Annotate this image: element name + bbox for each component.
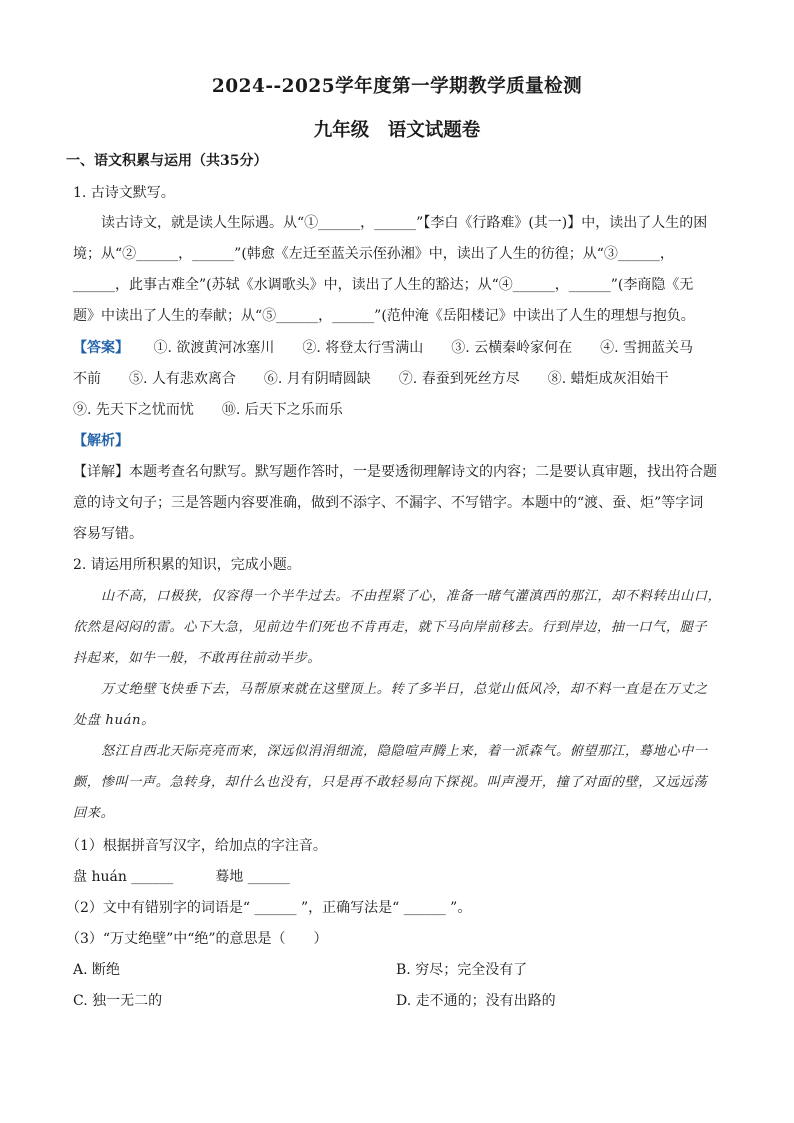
- q1-text-line: ______，此事古难全”(苏轼《水调歌头》中，读出了人生的豁达；从“④______，______”(李商隐《无: [73, 277, 694, 293]
- passage-line: 怒江自西北天际亮亮而来，深远似涓涓细流，隐隐喧声腾上来，着一派森气。俯望那江，蓦地心中一: [101, 744, 708, 759]
- option-d: D. 走不通的；没有出路的: [396, 993, 556, 1009]
- q1-text-line: 题》中读出了人生的奉献；从“⑤______，______”(范仲淹《岳阳楼记》中读出了人生的理想与抱负。: [73, 308, 695, 324]
- answer-label: 【答案】: [73, 340, 129, 356]
- q1-detail-line: 容易写错。: [73, 526, 143, 542]
- question-1-stem: 1. 古诗文默写。: [73, 185, 175, 201]
- passage-line: 万丈绝壁飞快垂下去，马帮原来就在这壁顶上。转了多半日，总觉山低风冷，却不料一直是在万丈之: [101, 682, 708, 697]
- sub-question-2: （2）文中有错别字的词语是“ ______ ”，正确写法是“ ______ ”。: [66, 900, 472, 916]
- q1-answer-line: 不前 ⑤. 人有悲欢离合 ⑥. 月有阴晴圆缺 ⑦. 春蚕到死丝方尽 ⑧. 蜡炬成灰泪始干: [73, 371, 669, 387]
- section-heading: 一、语文积累与运用（共35分）: [66, 153, 268, 169]
- q1-detail-line: [73, 462, 717, 482]
- passage-line: 颤，惨叫一声。急转身，却什么也没有，只是再不敢轻易向下探视。叫声漫开，撞了对面的壁，又远远荡: [73, 775, 708, 790]
- q1-answer-line: [73, 338, 693, 358]
- passage-line: 抖起来，如牛一般，不敢再往前动半步。: [73, 651, 322, 666]
- passage-line: 处盘 huán。: [73, 713, 155, 728]
- q1-text-line: 境；从“②______，______”(韩愈《左迁至蓝关示侄孙湘》中，读出了人生的彷徨；从“③______，: [73, 246, 674, 262]
- analysis-label: 【解析】: [73, 433, 129, 449]
- exam-subtitle: 九年级 语文试题卷: [313, 120, 481, 141]
- sub-question-1: （1）根据拼音写汉字，给加点的字注音。: [66, 838, 327, 854]
- exam-title: 2024--2025学年度第一学期教学质量检测: [211, 76, 583, 97]
- passage-line: 山不高，口极狭，仅容得一个半牛过去。不由捏紧了心，准备一睹气灌滇西的那江，却不料转出山口，: [101, 589, 722, 604]
- option-a: A. 断绝: [73, 962, 121, 978]
- q1-detail-line: 意的诗文句子；三是答题内容要准确，做到不添字、不漏字、不写错字。本题中的“渡、蚕、炬”等字词: [73, 495, 704, 511]
- answer-text: ①. 欲渡黄河冰塞川 ②. 将登太行雪满山 ③. 云横秦岭家何在 ④. 雪拥蓝关马: [153, 340, 694, 356]
- detail-label: 【详解】: [73, 464, 129, 480]
- question-2-stem: 2. 请运用所积累的知识，完成小题。: [73, 557, 301, 573]
- option-b: B. 穷尽；完全没有了: [396, 962, 528, 978]
- sub-question-1-fill: 盘 huán ______ 蓦地 ______: [73, 869, 290, 885]
- q1-text-line: 读古诗文，就是读人生际遇。从“①______，______”【李白《行路难》(其一)】中，读出了人生的困: [101, 215, 708, 231]
- sub-question-3: （3）“万丈绝壁”中“绝”的意思是（ ）: [66, 931, 328, 947]
- passage-line: 回来。: [73, 806, 115, 821]
- q1-answer-line: ⑨. 先天下之忧而忧 ⑩. 后天下之乐而乐: [73, 402, 343, 418]
- detail-text: 本题考查名句默写。默写题作答时，一是要透彻理解诗文的内容；二是要认真审题，找出符合题: [129, 464, 717, 480]
- option-c: C. 独一无二的: [73, 993, 163, 1009]
- passage-line: 依然是闷闷的雷。心下大急，见前边牛们死也不肯再走，就下马向岸前移去。行到岸边，抽一口气，腿子: [73, 620, 708, 635]
